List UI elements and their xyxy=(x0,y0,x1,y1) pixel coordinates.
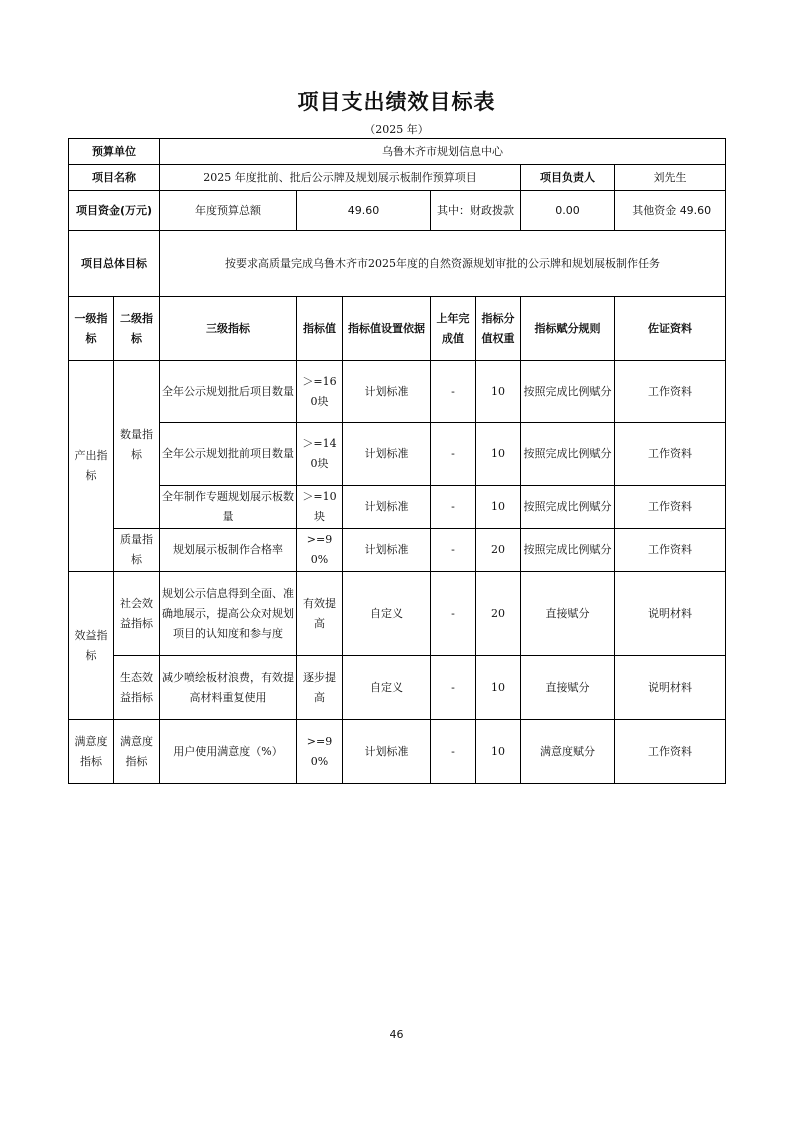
group-quantity: 数量指标 xyxy=(114,361,160,529)
indicator-value: ＞=160块 xyxy=(297,361,343,423)
group-eco: 生态效益指标 xyxy=(114,656,160,720)
header-evidence: 佐证资料 xyxy=(615,297,726,361)
indicator-value: 逐步提高 xyxy=(297,656,343,720)
indicator-name: 全年公示规划批后项目数量 xyxy=(160,361,297,423)
indicator-name: 规划公示信息得到全面、准确地展示，提高公众对规划项目的认知度和参与度 xyxy=(160,572,297,656)
other-funds-amount: 49.60 xyxy=(679,203,712,217)
group-benefit: 效益指标 xyxy=(69,572,114,720)
indicator-basis: 自定义 xyxy=(343,656,431,720)
indicator-evidence: 工作资料 xyxy=(615,486,726,529)
indicator-evidence: 说明材料 xyxy=(615,656,726,720)
group-satisfaction: 满意度指标 xyxy=(69,720,114,784)
indicator-name: 减少喷绘板材浪费，有效提高材料重复使用 xyxy=(160,656,297,720)
indicator-name: 全年公示规划批前项目数量 xyxy=(160,423,297,486)
other-funds-value xyxy=(615,191,726,231)
table-row xyxy=(69,529,726,572)
indicator-name: 用户使用满意度（%） xyxy=(160,720,297,784)
project-name-value: 2025 年度批前、批后公示牌及规划展示板制作预算项目 xyxy=(160,165,521,191)
indicator-name: 规划展示板制作合格率 xyxy=(160,529,297,572)
indicator-value: ＞=10块 xyxy=(297,486,343,529)
group-social: 社会效益指标 xyxy=(114,572,160,656)
table-row xyxy=(69,361,726,423)
budget-unit-label: 预算单位 xyxy=(69,139,160,165)
annual-budget-value: 49.60 xyxy=(297,191,431,231)
table-row xyxy=(69,572,726,656)
header-basis: 指标值设置依据 xyxy=(343,297,431,361)
table-row xyxy=(69,720,726,784)
indicator-rule: 按照完成比例赋分 xyxy=(521,529,615,572)
header-level2: 二级指标 xyxy=(114,297,160,361)
indicator-basis: 计划标准 xyxy=(343,361,431,423)
indicator-last-year: - xyxy=(431,361,476,423)
project-funds-label: 项目资金(万元) xyxy=(69,191,160,231)
overall-goal-row xyxy=(69,231,726,297)
budget-unit-value: 乌鲁木齐市规划信息中心 xyxy=(160,139,726,165)
indicator-rule: 直接赋分 xyxy=(521,572,615,656)
indicator-evidence: 工作资料 xyxy=(615,361,726,423)
indicator-weight: 10 xyxy=(476,656,521,720)
indicator-value: 有效提高 xyxy=(297,572,343,656)
table-row xyxy=(69,423,726,486)
indicator-weight: 10 xyxy=(476,486,521,529)
indicator-weight: 20 xyxy=(476,529,521,572)
indicator-weight: 10 xyxy=(476,361,521,423)
indicator-evidence: 工作资料 xyxy=(615,423,726,486)
indicator-weight: 10 xyxy=(476,423,521,486)
header-last-year: 上年完成值 xyxy=(431,297,476,361)
project-funds-row xyxy=(69,191,726,231)
overall-goal-value: 按要求高质量完成乌鲁木齐市2025年度的自然资源规划审批的公示牌和规划展板制作任务 xyxy=(160,231,726,297)
fiscal-funding-label: 其中：财政拨款 xyxy=(431,191,521,231)
page-number: 46 xyxy=(389,1028,404,1041)
header-level1: 一级指标 xyxy=(69,297,114,361)
indicator-rule: 按照完成比例赋分 xyxy=(521,361,615,423)
indicator-basis: 计划标准 xyxy=(343,486,431,529)
year-label: （2025 年） xyxy=(364,123,429,136)
header-row xyxy=(69,297,726,361)
group-quality: 质量指标 xyxy=(114,529,160,572)
indicator-name: 全年制作专题规划展示板数量 xyxy=(160,486,297,529)
indicator-last-year: - xyxy=(431,572,476,656)
project-manager-label: 项目负责人 xyxy=(521,165,615,191)
indicator-value: >=90% xyxy=(297,529,343,572)
indicator-weight: 10 xyxy=(476,720,521,784)
indicator-rule: 直接赋分 xyxy=(521,656,615,720)
indicator-evidence: 工作资料 xyxy=(615,720,726,784)
indicator-evidence: 工作资料 xyxy=(615,529,726,572)
indicator-last-year: - xyxy=(431,423,476,486)
indicator-basis: 自定义 xyxy=(343,572,431,656)
table-row xyxy=(69,486,726,529)
indicator-rule: 满意度赋分 xyxy=(521,720,615,784)
other-funds-label: 其他资金 xyxy=(632,203,677,217)
project-manager-value: 刘先生 xyxy=(615,165,726,191)
indicator-basis: 计划标准 xyxy=(343,529,431,572)
header-level3: 三级指标 xyxy=(160,297,297,361)
indicator-value: >=90% xyxy=(297,720,343,784)
header-rule: 指标赋分规则 xyxy=(521,297,615,361)
page-title: 项目支出绩效目标表 xyxy=(297,90,496,114)
project-name-label: 项目名称 xyxy=(69,165,160,191)
project-name-row xyxy=(69,165,726,191)
indicator-weight: 20 xyxy=(476,572,521,656)
header-weight: 指标分值权重 xyxy=(476,297,521,361)
indicator-rule: 按照完成比例赋分 xyxy=(521,423,615,486)
performance-table xyxy=(68,138,726,784)
header-value: 指标值 xyxy=(297,297,343,361)
fiscal-funding-value: 0.00 xyxy=(521,191,615,231)
annual-budget-label: 年度预算总额 xyxy=(160,191,297,231)
table-row xyxy=(69,656,726,720)
indicator-last-year: - xyxy=(431,656,476,720)
indicator-evidence: 说明材料 xyxy=(615,572,726,656)
group-output: 产出指标 xyxy=(69,361,114,572)
overall-goal-label: 项目总体目标 xyxy=(69,231,160,297)
indicator-value: ＞=140块 xyxy=(297,423,343,486)
indicator-last-year: - xyxy=(431,720,476,784)
indicator-last-year: - xyxy=(431,486,476,529)
indicator-rule: 按照完成比例赋分 xyxy=(521,486,615,529)
indicator-last-year: - xyxy=(431,529,476,572)
indicator-basis: 计划标准 xyxy=(343,423,431,486)
indicator-basis: 计划标准 xyxy=(343,720,431,784)
budget-unit-row xyxy=(69,139,726,165)
group-satisfaction-sub: 满意度指标 xyxy=(114,720,160,784)
